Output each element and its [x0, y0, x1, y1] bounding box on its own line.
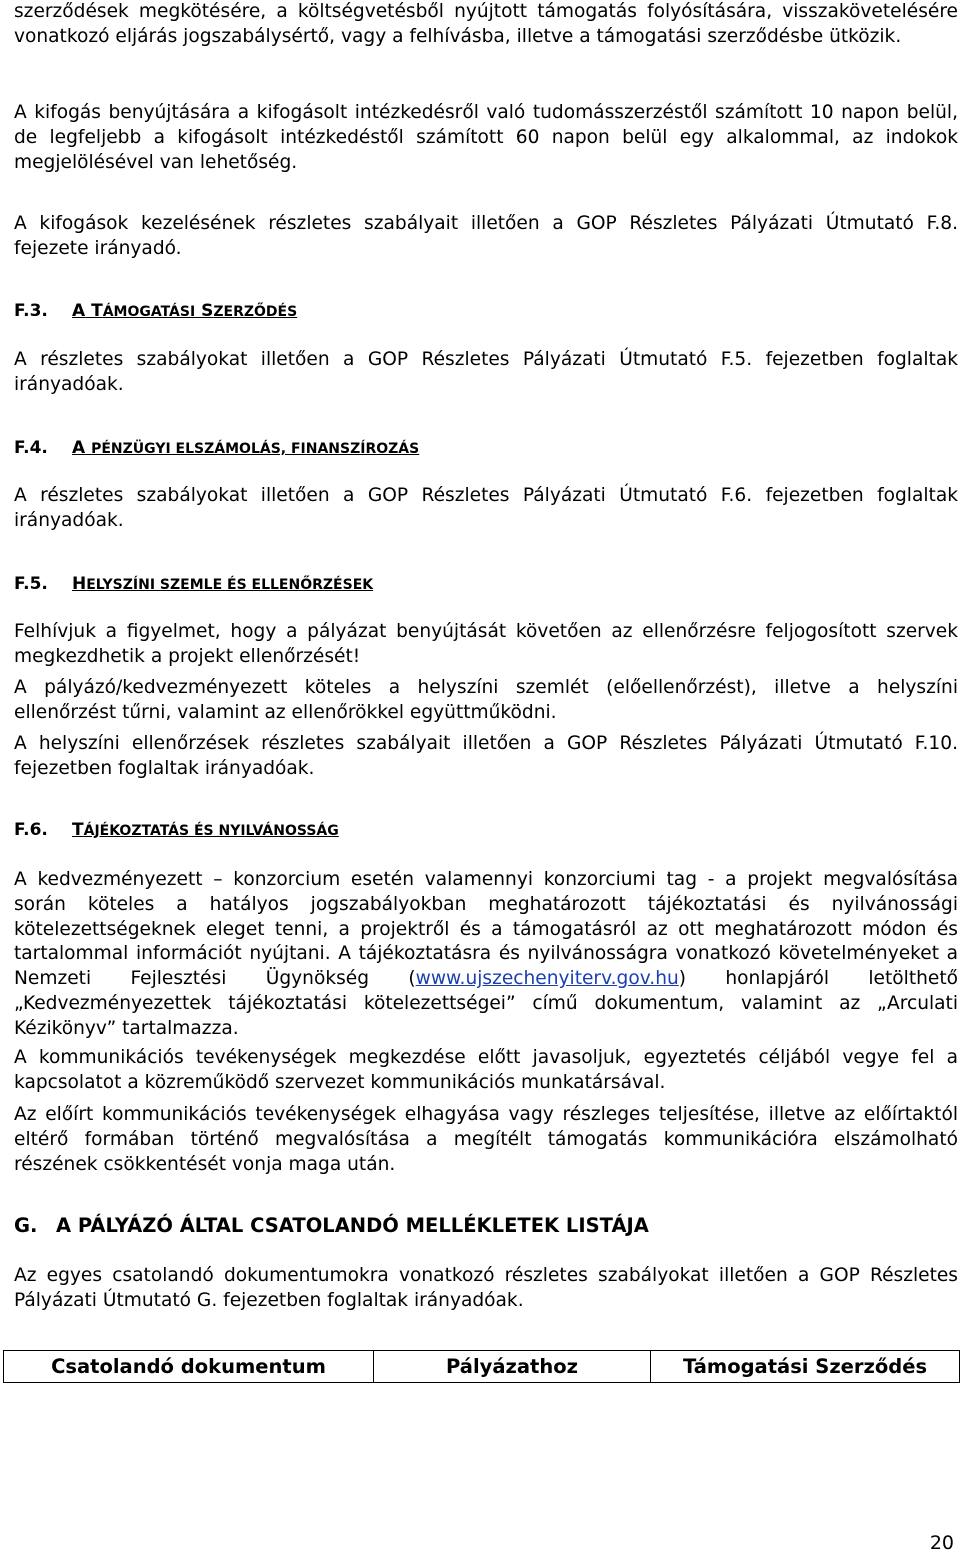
heading-f4-title: A PÉNZÜGYI ELSZÁMOLÁS, FINANSZÍROZÁS	[72, 438, 420, 458]
paragraph-communication-penalty: Az előírt kommunikációs tevékenységek elhagyása vagy részleges teljesítése, illetve az előírtaktól eltérő formában történő megvalósítása a megítélt támogatás kommunikációra elszámolható részének csökkentését vonja maga után.	[14, 1104, 958, 1175]
paragraph-inspection-duty: A pályázó/kedvezményezett köteles a helyszíni szemlét (előellenőrzést), illetve a helyszíni ellenőrzést tűrni, valamint az ellenőrökkel együttműködni.	[14, 677, 958, 723]
paragraph-objection-deadline: A kifogás benyújtására a kifogásolt intézkedésről való tudomásszerzéstől számított 10 napon belül, de legfeljebb a kifogásolt intézkedéstől számított 60 napon belül egy alkalommal, az indokok megjelölésével van lehetőség.	[14, 102, 958, 173]
heading-f4: F.4. A PÉNZÜGYI ELSZÁMOLÁS, FINANSZÍROZÁS	[14, 438, 420, 458]
heading-f6: F.6. TÁJÉKOZTATÁS ÉS NYILVÁNOSSÁG	[14, 820, 339, 840]
heading-f5: F.5. HELYSZÍNI SZEMLE ÉS ELLENŐRZÉSEK	[14, 574, 374, 594]
page-number: 20	[929, 1532, 954, 1554]
paragraph-objection-rules: A kifogások kezelésének részletes szabályait illetően a GOP Részletes Pályázati Útmutató F.8. fejezete irányadó.	[14, 213, 958, 259]
attachments-table	[3, 1350, 960, 1383]
paragraph-objection-cases: szerződések megkötésére, a költségvetésből nyújtott támogatás folyósítására, visszakövetelésére vonatkozó eljárás jogszabálysértő, vagy a felhívásba, illetve a támogatási szerződésbe ütközik.	[14, 1, 958, 47]
heading-g-title: A PÁLYÁZÓ ÁLTAL CSATOLANDÓ MELLÉKLETEK LISTÁJA	[56, 1214, 649, 1237]
paragraph-publicity-obligations: A kedvezményezett – konzorcium esetén valamennyi konzorciumi tag - a projekt megvalósítása során köteles a hatályos jogszabályokban meghatározott tájékoztatási és nyilvánossági kötelezettségeknek eleget tenni, a projektről és a támogatásról az ott meghatározott módon és tartalommal információt nyújtani. A tájékoztatásra és nyilvánosságra vonatkozó követelményeket a Nemzeti Fejlesztési Ügynökség (www.ujszechenyiterv.gov.hu) honlapjáról letölthető „Kedvezményezettek tájékoztatási kötelezettségei” című dokumentum, valamint az „Arculati Kézikönyv” tartalmazza.	[14, 869, 959, 1039]
heading-g: G. A PÁLYÁZÓ ÁLTAL CSATOLANDÓ MELLÉKLETEK LISTÁJA	[14, 1214, 649, 1237]
table-header-application: Pályázathoz	[374, 1351, 651, 1383]
heading-f3: F.3. A TÁMOGATÁSI SZERZŐDÉS	[14, 301, 298, 321]
paragraph-attachments-rules: Az egyes csatolandó dokumentumokra vonatkozó részletes szabályokat illetően a GOP Részletes Pályázati Útmutató G. fejezetben foglaltak irányadóak.	[14, 1265, 958, 1311]
table-header-row	[4, 1351, 960, 1383]
website-link[interactable]: www.ujszechenyiterv.gov.hu	[415, 968, 679, 990]
paragraph-inspection-rules: A helyszíni ellenőrzések részletes szabályait illetően a GOP Részletes Pályázati Útmutató F.10. fejezetben foglaltak irányadóak.	[14, 733, 958, 779]
table-header-contract: Támogatási Szerződés	[651, 1351, 960, 1383]
heading-f5-title: HELYSZÍNI SZEMLE ÉS ELLENŐRZÉSEK	[72, 574, 374, 594]
paragraph-communication-advice: A kommunikációs tevékenységek megkezdése előtt javasoljuk, egyeztetés céljából vegye fel a kapcsolatot a közreműködő szervezet kommunikációs munkatársával.	[14, 1047, 958, 1093]
paragraph-inspection-notice: Felhívjuk a figyelmet, hogy a pályázat benyújtását követően az ellenőrzésre feljogosított szervek megkezdhetik a projekt ellenőrzését!	[14, 621, 958, 667]
heading-f6-title: TÁJÉKOZTATÁS ÉS NYILVÁNOSSÁG	[72, 820, 339, 840]
paragraph-finance-rules: A részletes szabályokat illetően a GOP Részletes Pályázati Útmutató F.6. fejezetben foglaltak irányadóak.	[14, 485, 958, 531]
table-header-document: Csatolandó dokumentum	[4, 1351, 374, 1383]
paragraph-contract-rules: A részletes szabályokat illetően a GOP Részletes Pályázati Útmutató F.5. fejezetben foglaltak irányadóak.	[14, 349, 958, 395]
heading-f3-title: A TÁMOGATÁSI SZERZŐDÉS	[72, 301, 298, 321]
